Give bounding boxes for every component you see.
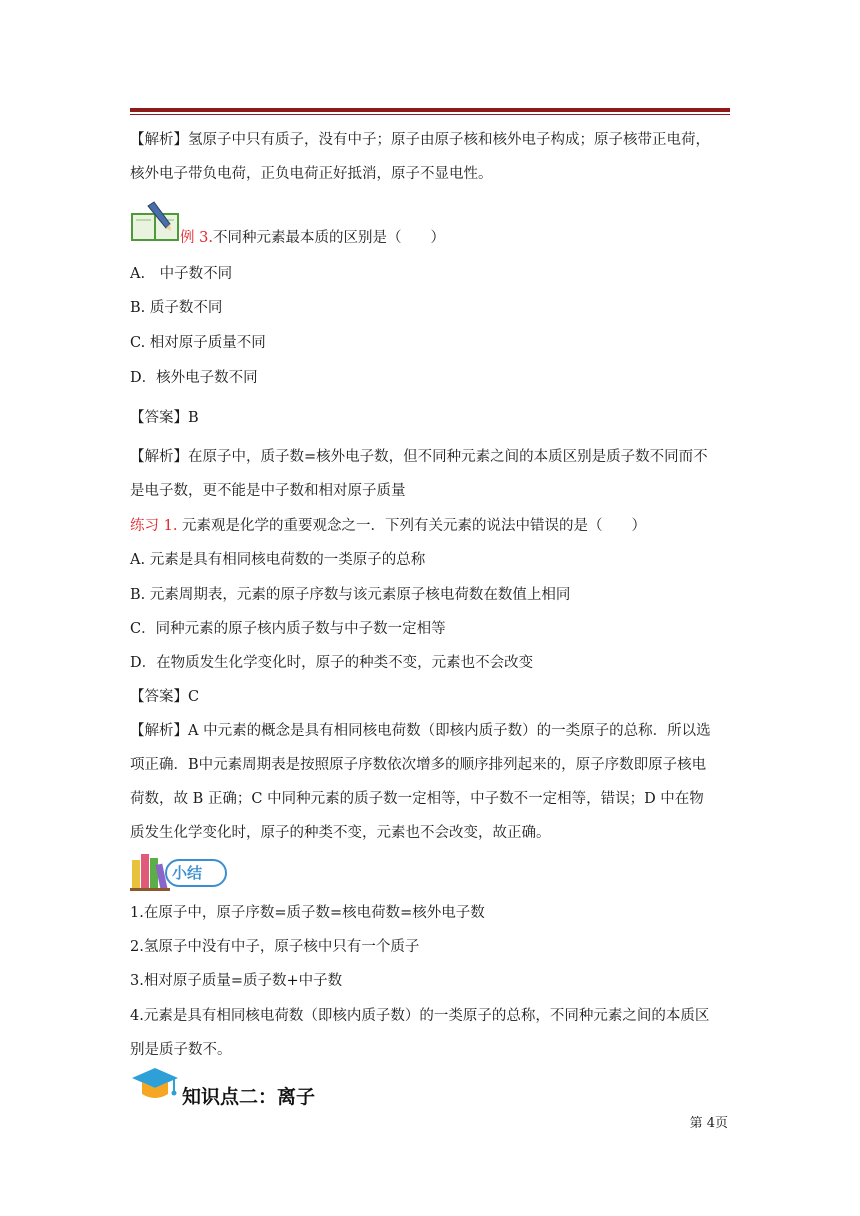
analysis-text: 【解析】氢原子中只有质子，没有中子；原子由原子核和核外电子构成；原子核带正电荷，	[130, 132, 710, 148]
summary-item: 4.元素是具有相同核电荷数（即核内质子数）的一类原子的总称，不同种元素之间的本质区	[130, 1008, 710, 1024]
summary-item: 2.氢原子中没有中子，原子核中只有一个质子	[130, 939, 420, 955]
analysis-text: 【解析】A 中元素的概念是具有相同核电荷数（即核内质子数）的一类原子的总称．所以选	[130, 723, 711, 739]
question-text: 不同种元素最本质的区别是（ ）	[212, 230, 445, 246]
analysis-text: 【解析】在原子中，质子数=核外电子数，但不同种元素之间的本质区别是质子数不同而不	[130, 449, 708, 465]
header-rule-thin	[130, 114, 730, 115]
summary-label: 小结	[172, 864, 203, 882]
section-title: 知识点二：离子	[182, 1086, 316, 1108]
answer-text: 【答案】C	[130, 689, 200, 705]
example-3-question	[180, 228, 445, 248]
example-label: 例 3.	[180, 230, 213, 246]
option-b: B. 元素周期表，元素的原子序数与该元素原子核电荷数在数值上相同	[130, 587, 571, 603]
summary-item: 别是质子数不。	[130, 1042, 232, 1058]
option-b: B. 质子数不同	[130, 300, 223, 316]
header-rule	[130, 108, 730, 112]
summary-item: 1.在原子中，原子序数=质子数=核电荷数=核外电子数	[130, 905, 485, 921]
analysis-text: 荷数，故 B 正确；C 中同种元素的质子数一定相等，中子数不一定相等，错误；D 中在物	[130, 791, 704, 807]
graduation-cap-icon	[130, 1066, 180, 1104]
question-text: 元素观是化学的重要观念之一．下列有关元素的说法中错误的是（ ）	[177, 518, 647, 534]
option-d: D．在物质发生化学变化时，原子的种类不变，元素也不会改变	[130, 655, 534, 671]
analysis-text: 质发生化学变化时，原子的种类不变，元素也不会改变，故正确。	[130, 825, 551, 841]
option-d: D．核外电子数不同	[130, 370, 258, 386]
option-c: C．同种元素的原子核内质子数与中子数一定相等	[130, 621, 446, 637]
option-a: A. 元素是具有相同核电荷数的一类原子的总称	[130, 552, 426, 568]
analysis-text: 是电子数，更不能是中子数和相对原子质量	[130, 483, 406, 499]
option-c: C. 相对原子质量不同	[130, 335, 266, 351]
answer-text: 【答案】B	[130, 410, 199, 426]
practice-1-question	[130, 516, 646, 536]
practice-label: 练习 1.	[130, 518, 178, 534]
option-a: A. 中子数不同	[130, 266, 233, 282]
analysis-text: 项正确．B中元素周期表是按照原子序数依次增多的顺序排列起来的，原子序数即原子核电	[130, 757, 707, 773]
book-pencil-icon	[130, 200, 180, 242]
summary-item: 3.相对原子质量=质子数+中子数	[130, 973, 343, 989]
analysis-text: 核外电子带负电荷，正负电荷正好抵消，原子不显电性。	[130, 166, 493, 182]
page-number: 第 4页	[689, 1116, 728, 1131]
